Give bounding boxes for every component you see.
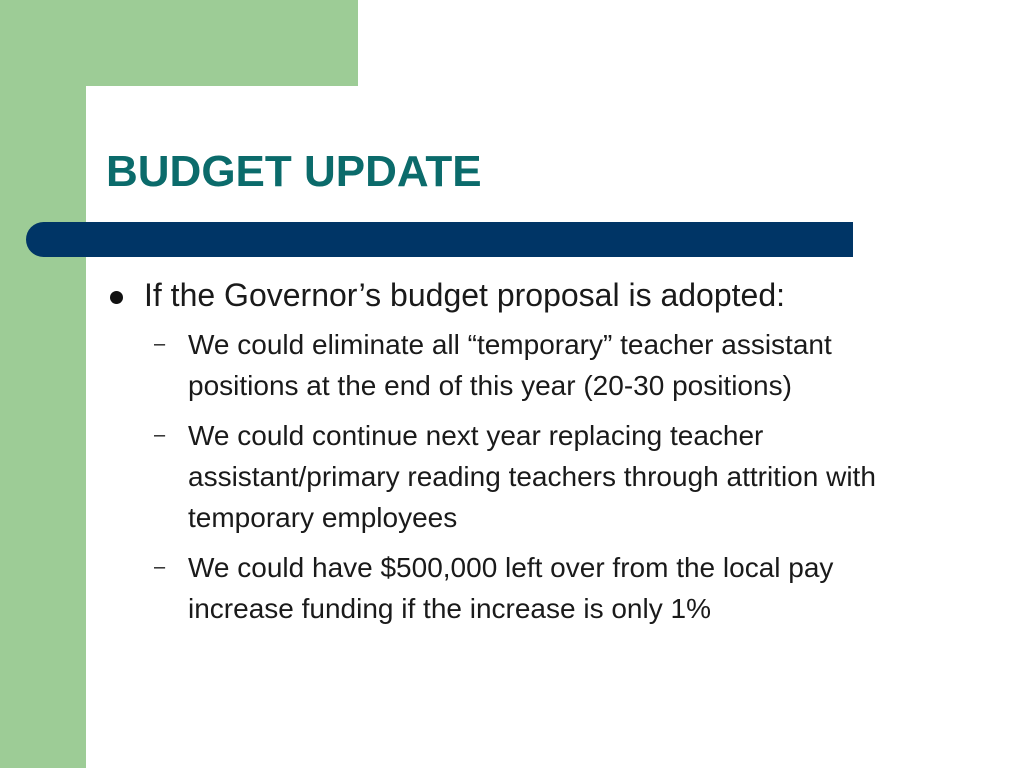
dash-bullet-icon: –: [154, 424, 166, 446]
main-bullet: [106, 272, 946, 318]
title-underline-bar: [26, 222, 853, 257]
dash-bullet-icon: –: [154, 556, 166, 578]
sub-bullet-text: We could have $500,000 left over from the local pay increase funding if the increase is only 1%: [188, 552, 834, 624]
dash-bullet-icon: –: [154, 333, 166, 355]
sub-bullet-item: [106, 547, 946, 629]
bullet-dot-icon: [110, 291, 123, 304]
sub-bullet-text: We could continue next year replacing teacher assistant/primary reading teachers through attrition with temporary employees: [188, 420, 876, 533]
sub-bullet-text: We could eliminate all “temporary” teacher assistant positions at the end of this year (20-30 positions): [188, 329, 832, 401]
decorative-green-block: [0, 0, 358, 86]
sub-bullet-item: [106, 415, 946, 538]
decorative-green-strip: [0, 0, 86, 768]
sub-bullet-item: [106, 324, 946, 406]
main-bullet-text: If the Governor’s budget proposal is adopted:: [144, 277, 786, 313]
sub-bullet-list: [106, 324, 946, 629]
slide-body: [106, 272, 946, 638]
slide-title: BUDGET UPDATE: [106, 147, 482, 196]
